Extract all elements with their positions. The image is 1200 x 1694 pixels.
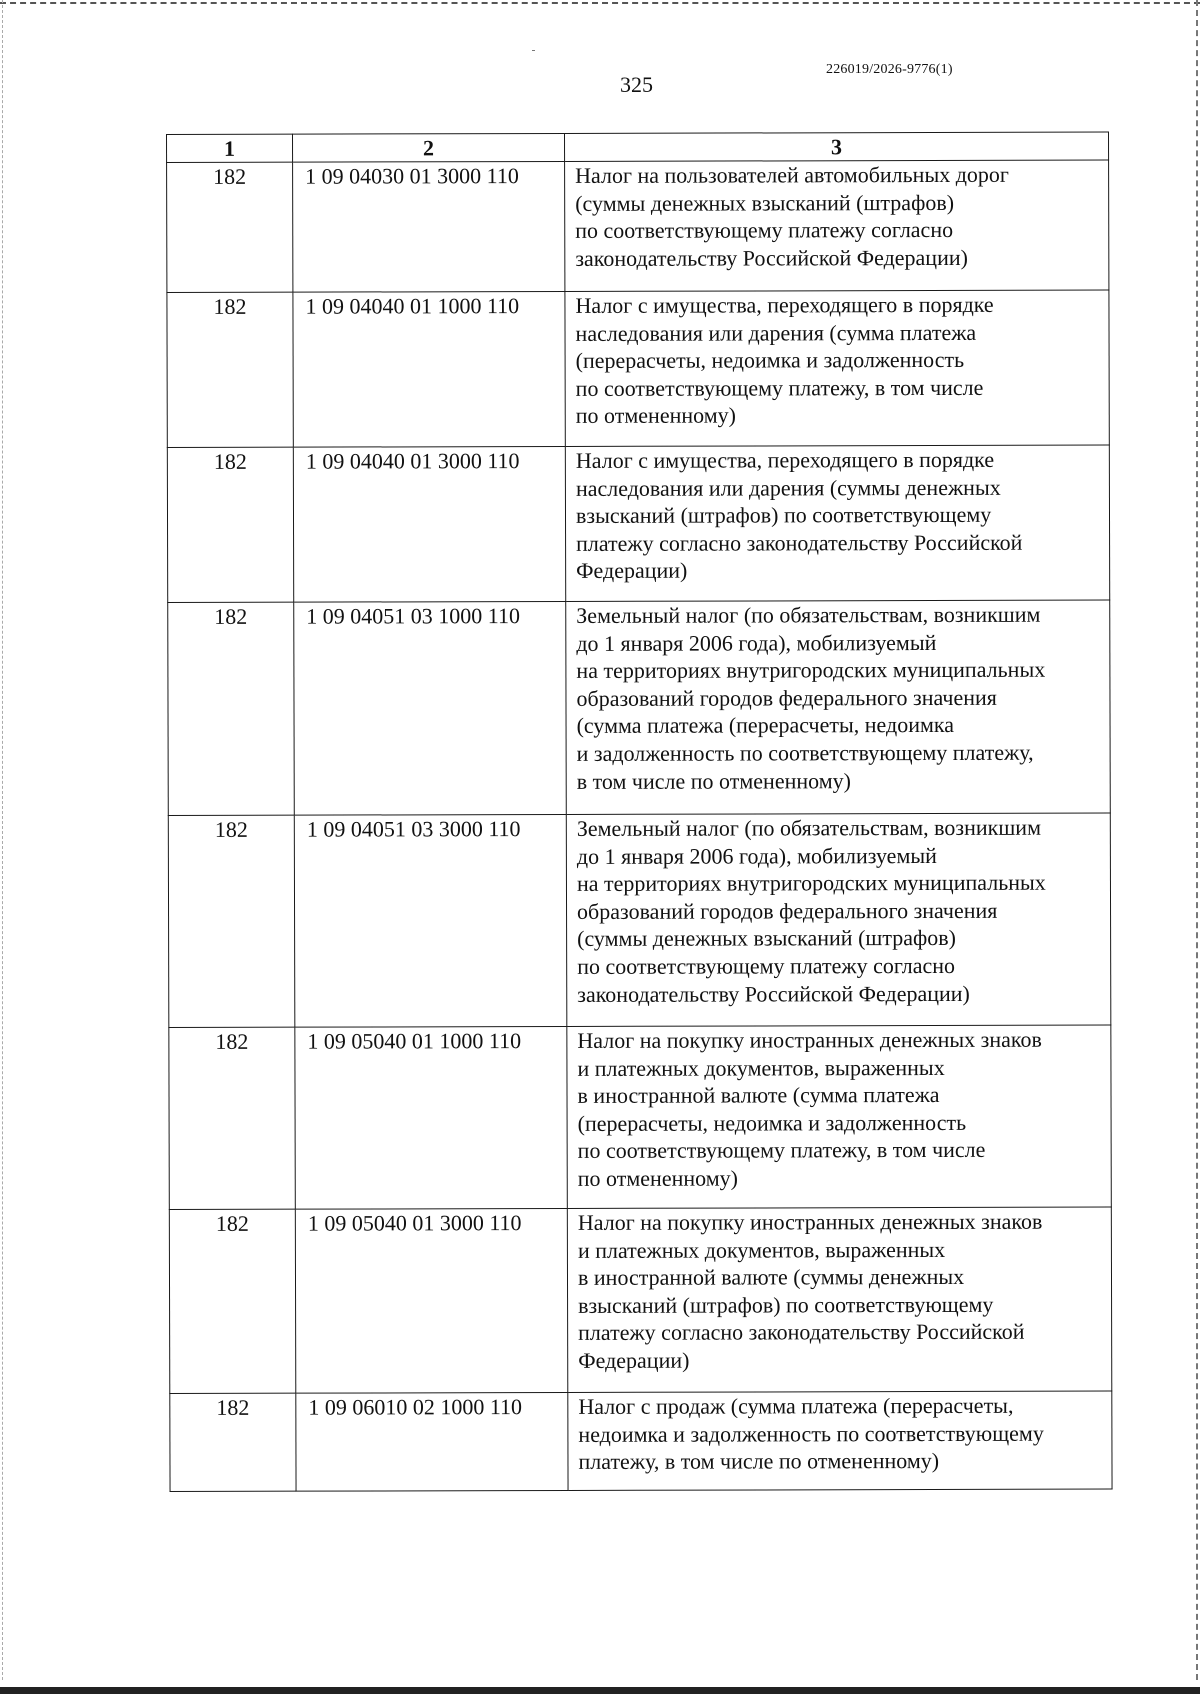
table-row — [170, 1391, 1112, 1491]
income-name-line: по отмененному) — [577, 1165, 738, 1191]
budget-code-cell: 1 09 05040 01 1000 110 — [295, 1026, 567, 1209]
income-name-line: наследования или дарения (суммы денежных — [575, 474, 1001, 501]
table-row — [169, 1025, 1111, 1209]
income-name-line: до 1 января 2006 года), мобилизуемый — [576, 842, 937, 869]
column-header-3: 3 — [564, 132, 1108, 161]
income-name-line: платежу согласно законодательству Российской — [578, 1319, 1025, 1346]
income-name-line: по отмененному) — [575, 402, 736, 429]
table-row — [168, 600, 1111, 815]
income-name-line: на территориях внутригородских муниципальных — [576, 656, 1046, 684]
admin-code-cell: 182 — [168, 602, 295, 815]
income-name-line: (перерасчеты, недоимка и задолженность — [577, 1109, 967, 1136]
income-name-line: Земельный налог (по обязательствам, возникшим — [576, 814, 1042, 841]
table-row — [169, 1207, 1111, 1393]
income-name-line: и платежных документов, выраженных — [577, 1236, 946, 1263]
income-name-line: недоимка и задолженность по соответствующему — [578, 1420, 1044, 1447]
income-name-line: Федерации) — [578, 1347, 690, 1373]
admin-code-cell: 182 — [167, 447, 293, 602]
table-row — [167, 445, 1109, 602]
income-name-line: Налог с имущества, переходящего в порядке — [575, 291, 994, 318]
table-body — [167, 160, 1112, 1491]
document-id: 226019/2026-9776(1) — [826, 62, 953, 77]
admin-code-cell: 182 — [167, 162, 293, 292]
budget-code-cell: 1 09 06010 02 1000 110 — [296, 1392, 568, 1491]
admin-code-cell: 182 — [169, 1209, 295, 1393]
income-name-line: до 1 января 2006 года), мобилизуемый — [576, 629, 937, 656]
income-name-cell — [567, 1207, 1111, 1392]
income-name-line: на территориях внутригородских муниципальных — [576, 869, 1046, 897]
income-name-line: взысканий (штрафов) по соответствующему — [578, 1291, 994, 1318]
budget-code-cell: 1 09 04030 01 3000 110 — [293, 161, 565, 292]
budget-code-cell: 1 09 04040 01 3000 110 — [293, 446, 565, 602]
income-name-line: наследования или дарения (сумма платежа — [575, 319, 977, 346]
scan-edge-right — [1196, 0, 1198, 1680]
income-name-line: Налог на пользователей автомобильных дорог — [575, 161, 1009, 188]
income-name-line: Налог с имущества, переходящего в порядке — [575, 446, 995, 473]
budget-code-cell: 1 09 04051 03 1000 110 — [294, 601, 567, 815]
income-name-line: взысканий (штрафов) по соответствующему — [575, 502, 992, 529]
admin-code-cell: 182 — [169, 1027, 295, 1209]
scan-edge-left — [2, 0, 3, 1680]
income-name-line: по соответствующему платежу согласно — [577, 952, 956, 979]
income-name-line: по соответствующему платежу, в том числе — [575, 374, 984, 401]
income-name-line: и задолженность по соответствующему платежу, — [576, 739, 1034, 766]
scan-speck — [532, 50, 535, 51]
income-name-line: в иностранной валюте (сумма платежа — [577, 1082, 940, 1109]
income-name-line: Налог с продаж (сумма платежа (перерасчеты, — [578, 1392, 1014, 1419]
table-row — [168, 813, 1111, 1027]
scan-edge-bottom — [0, 1687, 1200, 1694]
income-name-cell — [565, 160, 1109, 291]
income-name-line: и платежных документов, выраженных — [577, 1054, 945, 1081]
income-name-line: платежу, в том числе по отмененному) — [578, 1448, 940, 1475]
budget-code-cell: 1 09 04051 03 3000 110 — [294, 814, 567, 1027]
header-row — [167, 132, 1109, 162]
income-name-cell — [565, 445, 1109, 601]
income-name-line: образований городов федерального значения — [577, 897, 998, 924]
income-name-line: Налог на покупку иностранных денежных знаков — [577, 1208, 1043, 1235]
income-name-line: (суммы денежных взысканий (штрафов) — [577, 925, 956, 952]
income-name-line: платежу согласно законодательству Российской — [576, 529, 1023, 556]
admin-code-cell: 182 — [168, 815, 295, 1027]
budget-code-cell: 1 09 04040 01 1000 110 — [293, 291, 565, 447]
column-header-2: 2 — [293, 133, 565, 162]
page-number: 325 — [620, 72, 653, 97]
scan-edge-top — [0, 2, 1200, 4]
income-name-line: законодательству Российской Федерации) — [575, 244, 968, 271]
income-name-cell — [567, 1025, 1111, 1208]
income-name-line: по соответствующему платежу согласно — [575, 217, 954, 244]
table-row — [167, 160, 1109, 292]
income-name-line: Налог на покупку иностранных денежных знаков — [577, 1026, 1042, 1053]
admin-code-cell: 182 — [167, 292, 293, 447]
income-name-line: (перерасчеты, недоимка и задолженность — [575, 347, 965, 374]
income-name-line: (суммы денежных взысканий (штрафов) — [575, 189, 955, 216]
column-header-1: 1 — [167, 134, 293, 162]
admin-code-cell: 182 — [170, 1393, 296, 1491]
income-name-cell — [566, 813, 1111, 1026]
income-name-line: Земельный налог (по обязательствам, возникшим — [576, 601, 1041, 628]
income-name-line: (сумма платежа (перерасчеты, недоимка — [576, 712, 955, 739]
income-name-line: в том числе по отмененному) — [576, 767, 851, 794]
income-name-cell — [568, 1391, 1112, 1490]
budget-code-table — [166, 132, 1113, 1492]
income-name-line: в иностранной валюте (суммы денежных — [577, 1264, 965, 1291]
income-name-line: по соответствующему платежу, в том числе — [577, 1137, 986, 1164]
budget-code-cell: 1 09 05040 01 3000 110 — [295, 1208, 567, 1393]
income-name-line: образований городов федерального значения — [576, 684, 997, 711]
income-name-line: законодательству Российской Федерации) — [577, 980, 970, 1007]
table-row — [167, 290, 1109, 447]
income-name-cell — [565, 290, 1109, 446]
income-name-cell — [566, 600, 1111, 814]
income-name-line: Федерации) — [576, 558, 688, 584]
table-header — [167, 132, 1109, 162]
